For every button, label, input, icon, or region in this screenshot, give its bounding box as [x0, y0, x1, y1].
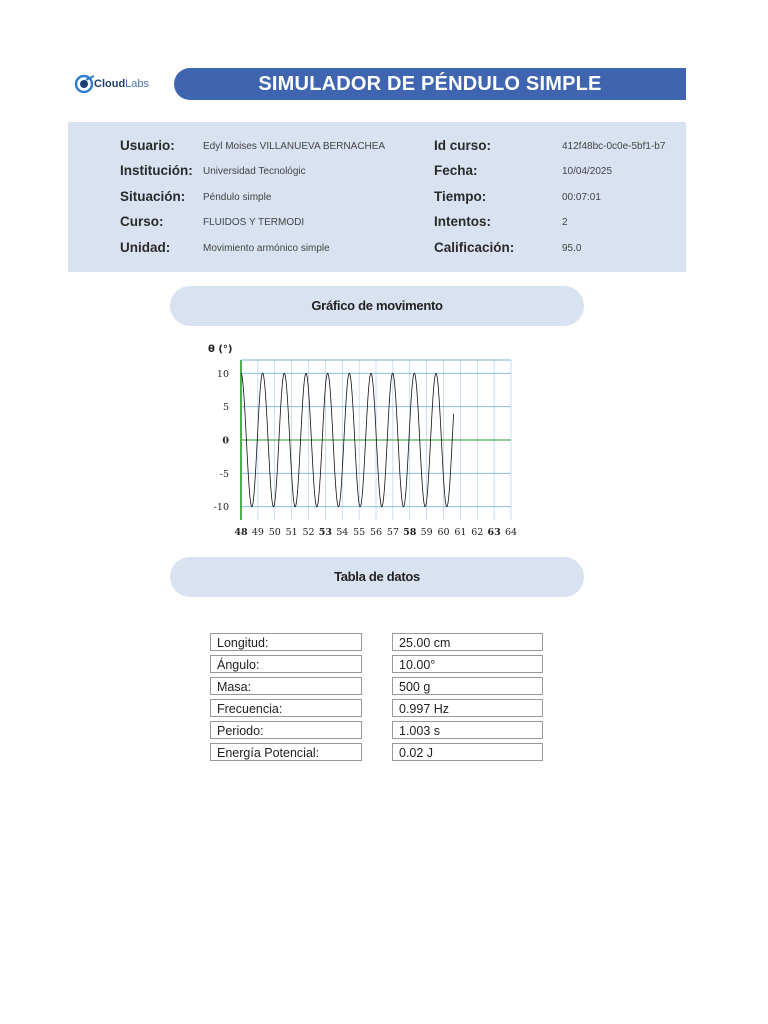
info-value-tiempo: 00:07:01 [562, 192, 601, 203]
y-tick-label: 10 [216, 368, 229, 380]
table-label-frecuencia: Frecuencia: [210, 699, 362, 717]
x-tick-label: 60 [437, 527, 450, 538]
info-row [68, 163, 686, 183]
info-value-calificacion: 95.0 [562, 243, 582, 254]
info-value-id-curso: 412f48bc-0c0e-5bf1-b7 [562, 141, 666, 152]
info-value-institucion: Universidad Tecnológic [203, 166, 306, 177]
info-value-usuario: Edyl Moises VILLANUEVA BERNACHEA [203, 141, 386, 152]
info-value-situacion: Péndulo simple [203, 192, 272, 203]
title-bar [174, 68, 686, 100]
x-tick-label: 53 [318, 527, 332, 538]
info-row [68, 240, 686, 260]
info-value-fecha: 10/04/2025 [562, 166, 613, 177]
table-section-title: Tabla de datos [334, 569, 420, 584]
info-label-fecha: Fecha: [434, 163, 478, 178]
y-tick-label: 0 [222, 435, 229, 447]
info-label-tiempo: Tiempo: [434, 189, 487, 204]
info-label-intentos: Intentos: [434, 214, 491, 229]
y-axis-label: θ (°) [208, 344, 233, 355]
x-tick-label: 64 [504, 527, 518, 538]
x-tick-label: 59 [420, 527, 433, 538]
x-tick-label: 63 [487, 527, 501, 538]
x-tick-label: 57 [386, 527, 399, 538]
info-row [68, 214, 686, 234]
info-value-unidad: Movimiento armónico simple [203, 243, 330, 254]
table-section-header [170, 557, 584, 597]
x-tick-label: 48 [234, 527, 248, 538]
page-title: SIMULADOR DE PÉNDULO SIMPLE [258, 73, 602, 95]
info-panel [68, 122, 686, 272]
x-tick-label: 61 [454, 527, 467, 538]
table-value-frecuencia: 0.997 Hz [392, 699, 543, 717]
table-label-angulo: Ángulo: [210, 655, 362, 673]
info-row [68, 189, 686, 209]
info-label-usuario: Usuario: [120, 138, 175, 153]
logo-text-cloud: Cloud [94, 78, 126, 90]
x-tick-label: 54 [336, 527, 349, 538]
graph-section-title: Gráfico de movimento [311, 298, 443, 313]
info-label-unidad: Unidad: [120, 240, 171, 255]
x-tick-label: 49 [251, 527, 264, 538]
y-tick-label: 5 [222, 402, 229, 414]
info-label-calificacion: Calificación: [434, 240, 515, 255]
y-tick-label: -10 [213, 502, 229, 514]
table-label-energia: Energía Potencial: [210, 743, 362, 761]
x-tick-label: 51 [285, 527, 298, 538]
table-value-energia: 0.02 J [392, 743, 543, 761]
table-label-longitud: Longitud: [210, 633, 362, 651]
logo-text-labs: Labs [125, 78, 150, 90]
cloudlabs-logo [74, 72, 178, 100]
x-tick-label: 56 [369, 527, 383, 538]
info-label-situacion: Situación: [120, 189, 186, 204]
table-value-masa: 500 g [392, 677, 543, 695]
info-value-curso: FLUIDOS Y TERMODI [203, 217, 305, 228]
x-tick-label: 62 [471, 527, 484, 538]
x-tick-label: 50 [268, 527, 281, 538]
table-value-periodo: 1.003 s [392, 721, 543, 739]
info-label-id-curso: Id curso: [434, 138, 492, 153]
x-tick-label: 55 [353, 527, 366, 538]
info-label-curso: Curso: [120, 214, 164, 229]
table-label-periodo: Periodo: [210, 721, 362, 739]
info-row [68, 138, 686, 158]
x-tick-label: 52 [302, 527, 315, 538]
cloud-icon [74, 74, 96, 94]
motion-chart [200, 336, 530, 546]
table-value-angulo: 10.00° [392, 655, 543, 673]
graph-section-header [170, 286, 584, 326]
info-label-institucion: Institución: [120, 163, 193, 178]
x-tick-label: 58 [403, 527, 417, 538]
info-value-intentos: 2 [562, 217, 568, 228]
y-tick-label: -5 [219, 468, 229, 480]
table-value-longitud: 25.00 cm [392, 633, 543, 651]
table-label-masa: Masa: [210, 677, 362, 695]
